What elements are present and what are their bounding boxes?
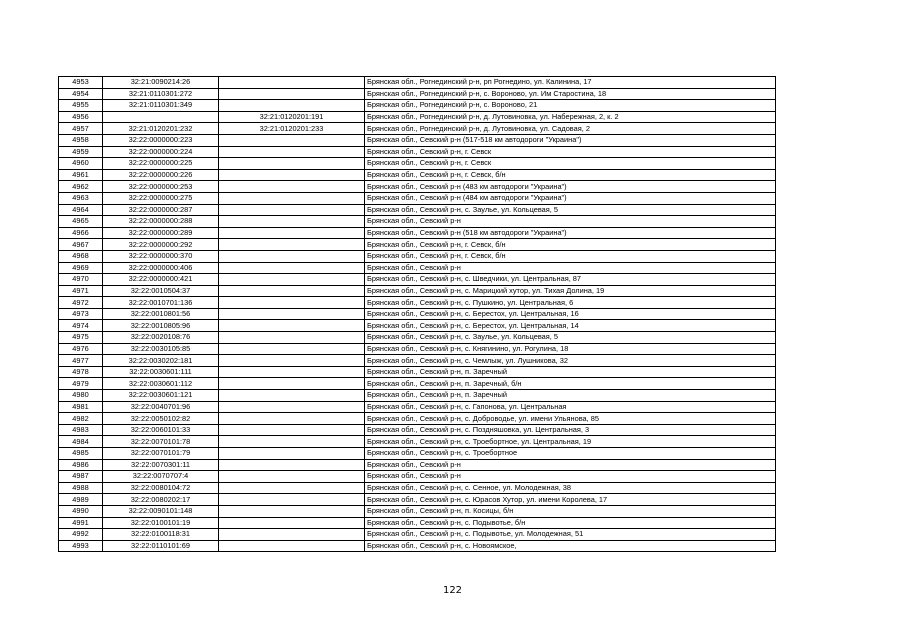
table-row xyxy=(59,448,776,460)
address-cell: Брянская обл., Севский р-н, с. Троебортное xyxy=(365,448,776,460)
table-row xyxy=(59,297,776,309)
row-number-cell: 4967 xyxy=(59,239,103,251)
row-number-cell: 4976 xyxy=(59,343,103,355)
table-row xyxy=(59,308,776,320)
linked-cadastral-number-cell xyxy=(219,378,365,390)
cadastral-number-cell: 32:22:0000000:225 xyxy=(103,158,219,170)
address-cell: Брянская обл., Севский р-н, г. Севск xyxy=(365,146,776,158)
linked-cadastral-number-cell xyxy=(219,471,365,483)
row-number-cell: 4954 xyxy=(59,88,103,100)
cadastral-number-cell: 32:22:0070101:78 xyxy=(103,436,219,448)
table-row xyxy=(59,332,776,344)
linked-cadastral-number-cell xyxy=(219,332,365,344)
table-row xyxy=(59,146,776,158)
cadastral-number-cell: 32:22:0070301:11 xyxy=(103,459,219,471)
row-number-cell: 4970 xyxy=(59,274,103,286)
linked-cadastral-number-cell xyxy=(219,216,365,228)
row-number-cell: 4978 xyxy=(59,366,103,378)
row-number-cell: 4989 xyxy=(59,494,103,506)
row-number-cell: 4953 xyxy=(59,77,103,89)
linked-cadastral-number-cell xyxy=(219,505,365,517)
row-number-cell: 4966 xyxy=(59,227,103,239)
row-number-cell: 4956 xyxy=(59,111,103,123)
table-row xyxy=(59,88,776,100)
cadastral-number-cell: 32:22:0000000:288 xyxy=(103,216,219,228)
table-row xyxy=(59,494,776,506)
table-row xyxy=(59,378,776,390)
row-number-cell: 4969 xyxy=(59,262,103,274)
row-number-cell: 4985 xyxy=(59,448,103,460)
table-row xyxy=(59,274,776,286)
cadastral-number-cell: 32:22:0000000:253 xyxy=(103,181,219,193)
cadastral-number-cell: 32:22:0030105:85 xyxy=(103,343,219,355)
page-number: 122 xyxy=(442,585,463,596)
cadastral-number-cell: 32:22:0080104:72 xyxy=(103,482,219,494)
linked-cadastral-number-cell xyxy=(219,448,365,460)
table-row xyxy=(59,250,776,262)
cadastral-number-cell: 32:22:0000000:223 xyxy=(103,134,219,146)
address-cell: Брянская обл., Севский р-н, с. Чемлыж, ул. Лушникова, 32 xyxy=(365,355,776,367)
row-number-cell: 4988 xyxy=(59,482,103,494)
address-cell: Брянская обл., Севский р-н, с. Гапонова, ул. Центральная xyxy=(365,401,776,413)
row-number-cell: 4990 xyxy=(59,505,103,517)
linked-cadastral-number-cell xyxy=(219,88,365,100)
address-cell: Брянская обл., Севский р-н, с. Новоямское, xyxy=(365,540,776,552)
linked-cadastral-number-cell xyxy=(219,100,365,112)
address-cell: Брянская обл., Севский р-н, с. Юрасов Хутор, ул. имени Королева, 17 xyxy=(365,494,776,506)
table-row xyxy=(59,204,776,216)
row-number-cell: 4977 xyxy=(59,355,103,367)
table-row xyxy=(59,227,776,239)
property-register-table xyxy=(58,76,776,552)
row-number-cell: 4961 xyxy=(59,169,103,181)
address-cell: Брянская обл., Севский р-н, с. Сенное, ул. Молодежная, 38 xyxy=(365,482,776,494)
linked-cadastral-number-cell xyxy=(219,424,365,436)
cadastral-number-cell: 32:22:0020108:76 xyxy=(103,332,219,344)
address-cell: Брянская обл., Севский р-н, с. Поздняшовка, ул. Центральная, 3 xyxy=(365,424,776,436)
address-cell: Брянская обл., Рогнединский р-н, д. Лутовиновка, ул. Набережная, 2, к. 2 xyxy=(365,111,776,123)
address-cell: Брянская обл., Севский р-н, с. Подывотье, б/н xyxy=(365,517,776,529)
address-cell: Брянская обл., Рогнединский р-н, с. Вороново, 21 xyxy=(365,100,776,112)
cadastral-number-cell: 32:22:0010701:136 xyxy=(103,297,219,309)
cadastral-number-cell xyxy=(103,111,219,123)
cadastral-number-cell: 32:22:0000000:287 xyxy=(103,204,219,216)
table-row xyxy=(59,366,776,378)
linked-cadastral-number-cell xyxy=(219,482,365,494)
table-row xyxy=(59,181,776,193)
cadastral-number-cell: 32:22:0030202:181 xyxy=(103,355,219,367)
linked-cadastral-number-cell xyxy=(219,146,365,158)
cadastral-number-cell: 32:22:0070101:79 xyxy=(103,448,219,460)
table-row xyxy=(59,424,776,436)
row-number-cell: 4992 xyxy=(59,529,103,541)
address-cell: Брянская обл., Севский р-н, п. Заречный, б/н xyxy=(365,378,776,390)
table-row xyxy=(59,517,776,529)
table-row xyxy=(59,401,776,413)
row-number-cell: 4968 xyxy=(59,250,103,262)
cadastral-number-cell: 32:22:0100118:31 xyxy=(103,529,219,541)
address-cell: Брянская обл., Севский р-н, г. Севск, б/н xyxy=(365,169,776,181)
cadastral-number-cell: 32:22:0000000:289 xyxy=(103,227,219,239)
cadastral-number-cell: 32:22:0030601:121 xyxy=(103,390,219,402)
table-row xyxy=(59,262,776,274)
address-cell: Брянская обл., Севский р-н, п. Заречный xyxy=(365,366,776,378)
linked-cadastral-number-cell xyxy=(219,227,365,239)
table-row xyxy=(59,285,776,297)
address-cell: Брянская обл., Севский р-н (517-518 км автодороги "Украина") xyxy=(365,134,776,146)
linked-cadastral-number-cell xyxy=(219,308,365,320)
address-cell: Брянская обл., Севский р-н, с. Берестох, ул. Центральная, 16 xyxy=(365,308,776,320)
cadastral-number-cell: 32:22:0000000:226 xyxy=(103,169,219,181)
address-cell: Брянская обл., Севский р-н, г. Севск, б/н xyxy=(365,250,776,262)
cadastral-number-cell: 32:22:0090101:148 xyxy=(103,505,219,517)
table-row xyxy=(59,355,776,367)
cadastral-number-cell: 32:22:0030601:111 xyxy=(103,366,219,378)
row-number-cell: 4979 xyxy=(59,378,103,390)
linked-cadastral-number-cell xyxy=(219,262,365,274)
row-number-cell: 4955 xyxy=(59,100,103,112)
table-row xyxy=(59,192,776,204)
address-cell: Брянская обл., Севский р-н, с. Подывотье, ул. Молодежная, 51 xyxy=(365,529,776,541)
linked-cadastral-number-cell xyxy=(219,169,365,181)
address-cell: Брянская обл., Севский р-н, п. Косицы, б/н xyxy=(365,505,776,517)
cadastral-number-cell: 32:21:0110301:349 xyxy=(103,100,219,112)
row-number-cell: 4959 xyxy=(59,146,103,158)
address-cell: Брянская обл., Севский р-н, с. Заулье, ул. Кольцевая, 5 xyxy=(365,332,776,344)
address-cell: Брянская обл., Севский р-н (518 км автодороги "Украина") xyxy=(365,227,776,239)
linked-cadastral-number-cell xyxy=(219,181,365,193)
address-cell: Брянская обл., Севский р-н, с. Марицкий хутор, ул. Тихая Долина, 19 xyxy=(365,285,776,297)
cadastral-number-cell: 32:22:0000000:421 xyxy=(103,274,219,286)
cadastral-number-cell: 32:22:0000000:275 xyxy=(103,192,219,204)
address-cell: Брянская обл., Севский р-н, г. Севск xyxy=(365,158,776,170)
address-cell: Брянская обл., Севский р-н, с. Княгинино, ул. Рогулина, 18 xyxy=(365,343,776,355)
linked-cadastral-number-cell xyxy=(219,297,365,309)
cadastral-number-cell: 32:22:0110101:69 xyxy=(103,540,219,552)
linked-cadastral-number-cell xyxy=(219,366,365,378)
row-number-cell: 4981 xyxy=(59,401,103,413)
cadastral-number-cell: 32:22:0050102:82 xyxy=(103,413,219,425)
linked-cadastral-number-cell xyxy=(219,285,365,297)
table-row xyxy=(59,169,776,181)
address-cell: Брянская обл., Севский р-н (484 км автодороги "Украина") xyxy=(365,192,776,204)
row-number-cell: 4971 xyxy=(59,285,103,297)
linked-cadastral-number-cell xyxy=(219,540,365,552)
row-number-cell: 4965 xyxy=(59,216,103,228)
row-number-cell: 4962 xyxy=(59,181,103,193)
address-cell: Брянская обл., Севский р-н (483 км автодороги "Украина") xyxy=(365,181,776,193)
row-number-cell: 4987 xyxy=(59,471,103,483)
table-row xyxy=(59,413,776,425)
address-cell: Брянская обл., Рогнединский р-н, д. Лутовиновка, ул. Садовая, 2 xyxy=(365,123,776,135)
cadastral-number-cell: 32:22:0000000:292 xyxy=(103,239,219,251)
cadastral-number-cell: 32:21:0110301:272 xyxy=(103,88,219,100)
row-number-cell: 4963 xyxy=(59,192,103,204)
cadastral-number-cell: 32:22:0010801:56 xyxy=(103,308,219,320)
table-row xyxy=(59,529,776,541)
address-cell: Брянская обл., Севский р-н, с. Берестох, ул. Центральная, 14 xyxy=(365,320,776,332)
linked-cadastral-number-cell xyxy=(219,390,365,402)
table-row xyxy=(59,505,776,517)
cadastral-number-cell: 32:22:0070707:4 xyxy=(103,471,219,483)
linked-cadastral-number-cell xyxy=(219,134,365,146)
cadastral-number-cell: 32:21:0090214:26 xyxy=(103,77,219,89)
address-cell: Брянская обл., Севский р-н xyxy=(365,262,776,274)
cadastral-number-cell: 32:22:0010805:96 xyxy=(103,320,219,332)
linked-cadastral-number-cell xyxy=(219,250,365,262)
row-number-cell: 4960 xyxy=(59,158,103,170)
table-row xyxy=(59,540,776,552)
row-number-cell: 4983 xyxy=(59,424,103,436)
address-cell: Брянская обл., Севский р-н, с. Шведчики, ул. Центральная, 87 xyxy=(365,274,776,286)
linked-cadastral-number-cell xyxy=(219,529,365,541)
cadastral-number-cell: 32:22:0010504:37 xyxy=(103,285,219,297)
row-number-cell: 4958 xyxy=(59,134,103,146)
address-cell: Брянская обл., Севский р-н xyxy=(365,459,776,471)
linked-cadastral-number-cell xyxy=(219,436,365,448)
row-number-cell: 4973 xyxy=(59,308,103,320)
row-number-cell: 4984 xyxy=(59,436,103,448)
cadastral-number-cell: 32:22:0030601:112 xyxy=(103,378,219,390)
cadastral-number-cell: 32:22:0000000:406 xyxy=(103,262,219,274)
table-row xyxy=(59,111,776,123)
address-cell: Брянская обл., Севский р-н, г. Севск, б/н xyxy=(365,239,776,251)
linked-cadastral-number-cell xyxy=(219,517,365,529)
linked-cadastral-number-cell xyxy=(219,239,365,251)
row-number-cell: 4972 xyxy=(59,297,103,309)
address-cell: Брянская обл., Рогнединский р-н, с. Вороново, ул. Им Старостина, 18 xyxy=(365,88,776,100)
address-cell: Брянская обл., Севский р-н, с. Доброводье, ул. имени Ульянова, 85 xyxy=(365,413,776,425)
cadastral-number-cell: 32:22:0000000:370 xyxy=(103,250,219,262)
table-row xyxy=(59,239,776,251)
address-cell: Брянская обл., Севский р-н, с. Пушкино, ул. Центральная, 6 xyxy=(365,297,776,309)
cadastral-number-cell: 32:22:0100101:19 xyxy=(103,517,219,529)
linked-cadastral-number-cell xyxy=(219,343,365,355)
table-row xyxy=(59,471,776,483)
row-number-cell: 4980 xyxy=(59,390,103,402)
cadastral-number-cell: 32:22:0060101:33 xyxy=(103,424,219,436)
row-number-cell: 4974 xyxy=(59,320,103,332)
table-row xyxy=(59,343,776,355)
address-cell: Брянская обл., Севский р-н, с. Заулье, ул. Кольцевая, 5 xyxy=(365,204,776,216)
table-row xyxy=(59,158,776,170)
cadastral-number-cell: 32:22:0040701:96 xyxy=(103,401,219,413)
linked-cadastral-number-cell xyxy=(219,413,365,425)
table-body xyxy=(59,77,776,552)
linked-cadastral-number-cell: 32:21:0120201:233 xyxy=(219,123,365,135)
linked-cadastral-number-cell xyxy=(219,494,365,506)
row-number-cell: 4982 xyxy=(59,413,103,425)
table-row xyxy=(59,216,776,228)
linked-cadastral-number-cell xyxy=(219,204,365,216)
linked-cadastral-number-cell xyxy=(219,158,365,170)
linked-cadastral-number-cell xyxy=(219,192,365,204)
table-row xyxy=(59,459,776,471)
row-number-cell: 4957 xyxy=(59,123,103,135)
row-number-cell: 4964 xyxy=(59,204,103,216)
table-row xyxy=(59,134,776,146)
table-row xyxy=(59,436,776,448)
row-number-cell: 4975 xyxy=(59,332,103,344)
table-row xyxy=(59,320,776,332)
linked-cadastral-number-cell xyxy=(219,355,365,367)
table-row xyxy=(59,482,776,494)
row-number-cell: 4986 xyxy=(59,459,103,471)
linked-cadastral-number-cell xyxy=(219,77,365,89)
linked-cadastral-number-cell: 32:21:0120201:191 xyxy=(219,111,365,123)
address-cell: Брянская обл., Рогнединский р-н, рп Рогнедино, ул. Калинина, 17 xyxy=(365,77,776,89)
address-cell: Брянская обл., Севский р-н xyxy=(365,471,776,483)
table-row xyxy=(59,77,776,89)
table-row xyxy=(59,123,776,135)
table-row xyxy=(59,390,776,402)
cadastral-number-cell: 32:21:0120201:232 xyxy=(103,123,219,135)
cadastral-number-cell: 32:22:0080202:17 xyxy=(103,494,219,506)
linked-cadastral-number-cell xyxy=(219,459,365,471)
linked-cadastral-number-cell xyxy=(219,401,365,413)
row-number-cell: 4991 xyxy=(59,517,103,529)
row-number-cell: 4993 xyxy=(59,540,103,552)
address-cell: Брянская обл., Севский р-н, п. Заречный xyxy=(365,390,776,402)
address-cell: Брянская обл., Севский р-н, с. Троебортное, ул. Центральная, 19 xyxy=(365,436,776,448)
linked-cadastral-number-cell xyxy=(219,320,365,332)
table-row xyxy=(59,100,776,112)
address-cell: Брянская обл., Севский р-н xyxy=(365,216,776,228)
linked-cadastral-number-cell xyxy=(219,274,365,286)
cadastral-number-cell: 32:22:0000000:224 xyxy=(103,146,219,158)
